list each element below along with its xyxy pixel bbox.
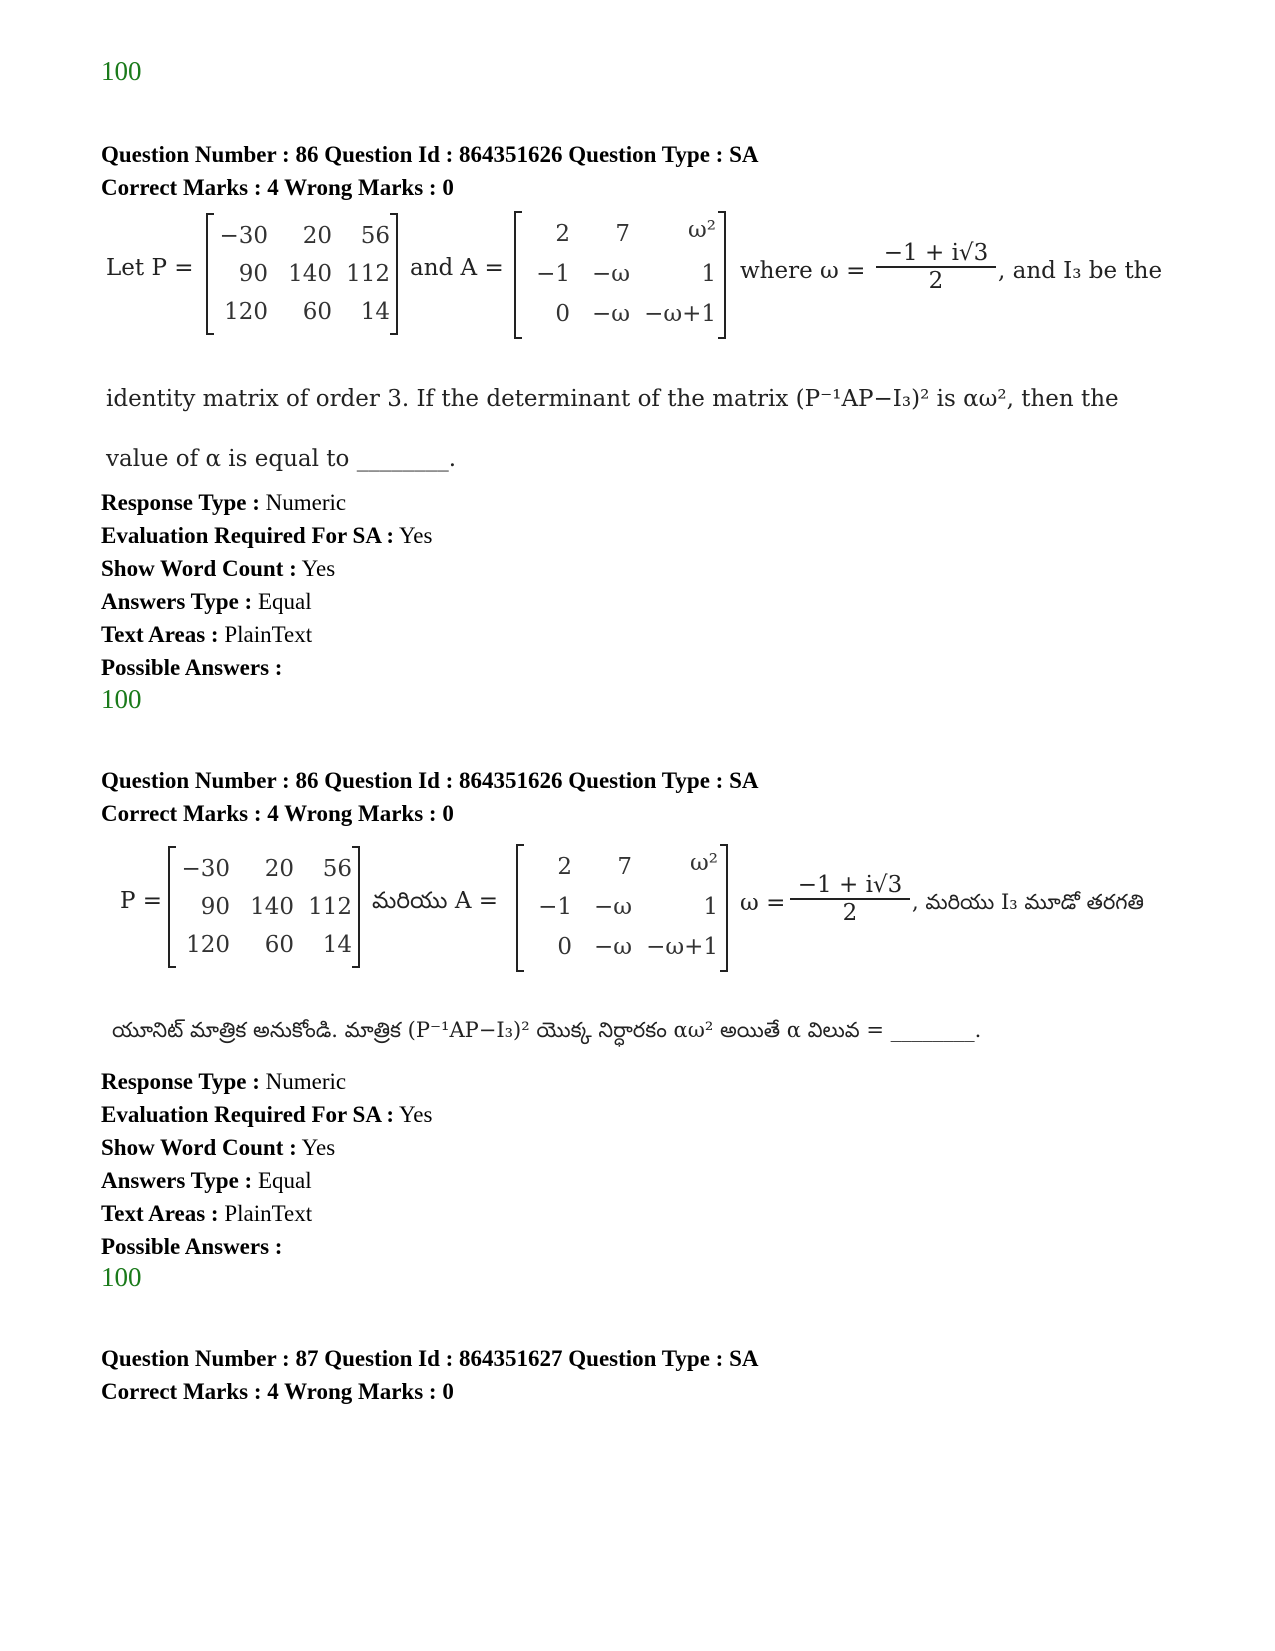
question-line-2: యూనిట్ మాత్రిక అనుకోండి. మాత్రిక (P⁻¹AP−I₃)² యొక్క నిర్ధారకం αω² అయితే α విలువ = ________. [112,1018,982,1042]
text-areas: Text Areas : PlainText [101,1201,313,1226]
omega-eq: ω = [740,890,786,916]
matrix-cell: 56 [322,856,352,882]
response-type: Response Type : Numeric [101,1069,347,1094]
matrix-cell: 112 [346,261,390,287]
p-label: P = [120,888,163,914]
matrix-cell: 1 [701,261,716,287]
question-header: Question Number : 86 Question Id : 864351626 Question Type : SA [101,142,759,167]
fraction-denominator: 2 [928,268,944,294]
matrix-cell: 7 [615,221,630,247]
text-areas: Text Areas : PlainText [101,622,313,647]
possible-answers-label: Possible Answers : [101,655,283,680]
matrix-cell: 140 [250,894,294,920]
previous-answer: 100 [101,56,142,86]
matrix-cell: 120 [224,299,268,325]
omega-fraction [790,872,910,926]
matrix-cell: −1 [536,261,570,287]
matrix-cell: 112 [308,894,352,920]
matrix-a [514,213,726,337]
matrix-cell: −ω+1 [646,934,718,960]
where-omega: where ω = [740,258,866,284]
matrix-cell: 60 [302,299,332,325]
matrix-p [168,848,360,966]
let-p-label: Let P = [106,255,194,281]
matrix-cell: 90 [200,894,230,920]
matrix-cell: −ω [593,934,632,960]
marks-line: Correct Marks : 4 Wrong Marks : 0 [101,801,454,826]
matrix-cell: 20 [264,856,294,882]
matrix-cell: 2 [557,854,572,880]
matrix-cell: 90 [238,261,268,287]
matrix-cell: 140 [288,261,332,287]
matrix-cell: −30 [219,223,268,249]
question-header: Question Number : 86 Question Id : 864351626 Question Type : SA [101,768,759,793]
matrix-cell: −ω [591,301,630,327]
marks-line: Correct Marks : 4 Wrong Marks : 0 [101,1379,454,1404]
matrix-cell: 14 [322,932,352,958]
and-a-label: and A = [410,255,504,281]
matrix-cell: 0 [557,934,572,960]
question-line-3: value of α is equal to ________. [106,446,457,472]
matrix-cell: 2 [555,221,570,247]
omega-fraction [876,240,996,294]
matrix-cell: 120 [186,932,230,958]
question-header: Question Number : 87 Question Id : 864351627 Question Type : SA [101,1346,759,1371]
matrix-a [516,846,728,970]
possible-answer: 100 [101,684,142,714]
matrix-cell: −ω [591,261,630,287]
possible-answer: 100 [101,1262,142,1292]
matrix-cell: ω² [688,217,716,243]
matrix-cell: ω² [690,850,718,876]
matrix-cell: −1 [538,894,572,920]
question-line-2: identity matrix of order 3. If the determinant of the matrix (P⁻¹AP−I₃)² is αω², then the [106,386,1119,412]
answers-type: Answers Type : Equal [101,1168,312,1193]
identity-intro: , and I₃ be the [998,258,1163,284]
fraction-numerator: −1 + i√3 [790,872,910,900]
fraction-denominator: 2 [842,900,858,926]
evaluation-required: Evaluation Required For SA : Yes [101,523,433,548]
matrix-cell: 56 [360,223,390,249]
show-word-count: Show Word Count : Yes [101,1135,336,1160]
matrix-cell: 14 [360,299,390,325]
matrix-cell: 20 [302,223,332,249]
matrix-cell: −30 [181,856,230,882]
possible-answers-label: Possible Answers : [101,1234,283,1259]
evaluation-required: Evaluation Required For SA : Yes [101,1102,433,1127]
marks-line: Correct Marks : 4 Wrong Marks : 0 [101,175,454,200]
matrix-cell: −ω+1 [644,301,716,327]
matrix-cell: 7 [617,854,632,880]
matrix-p [206,215,398,333]
matrix-cell: 60 [264,932,294,958]
and-a-label: మరియు A = [372,888,499,914]
show-word-count: Show Word Count : Yes [101,556,336,581]
matrix-cell: 0 [555,301,570,327]
matrix-cell: 1 [703,894,718,920]
fraction-numerator: −1 + i√3 [876,240,996,268]
answers-type: Answers Type : Equal [101,589,312,614]
response-type: Response Type : Numeric [101,490,347,515]
identity-intro: , మరియు I₃ మూడో తరగతి [912,890,1144,914]
matrix-cell: −ω [593,894,632,920]
